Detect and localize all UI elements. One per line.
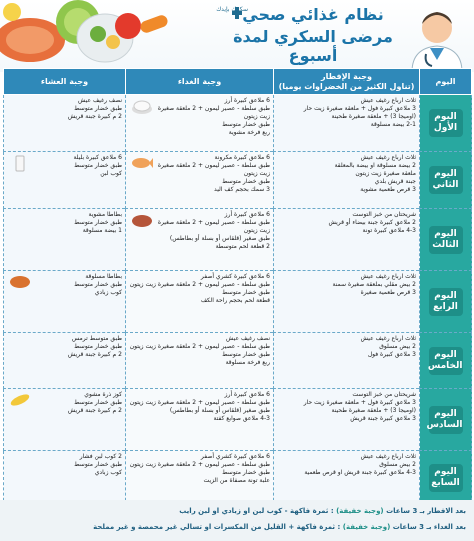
breakfast-cell: ثلاث ارباع رغيف عيش 2 بيضة مسلوقة او بيضة بالمعلقة ملعقة صغيرة زيت زيتون جبنة قريش بلدي 3 قرص طعمية مشوية [274,152,420,209]
header-banner [0,0,474,72]
lunch-cell: 6 ملاعق كبيرة أرز طبق سلطة - عصير ليمون + 2 ملعقة صغيرة زيت زيتون طبق صغير (قلقاس أو بسلة أو بطاطس) 2 قطعة لحم متوسطة [126,209,274,271]
dinner-cell: نصف رغيف عيش طبق خضار متوسط 2 م كبيرة جبنة قريش [4,95,126,152]
lunch-cell: 6 ملاعق كبيرة أرز طبق سلطة - عصير ليمون + 2 ملعقة صغيرة زيت زيتون طبق خضار متوسط ربع فرخة مشوية [126,95,274,152]
breakfast-cell: شريحتان من خبز التوست 3 ملاعق كبيرة فول + ملعقة صغيرة زيت حار (اوميجا 3) + ملعقة صغيرة طحينة 3 ملاعق كبيرة جبنة قريش [274,389,420,451]
dinner-cell: 6 ملاعق كبيرة بليلة طبق خضار متوسط كوب لبن [4,152,126,209]
day-label: اليوم الثالث [429,226,463,254]
breakfast-cell: ثلاث ارباع رغيف عيش 2 بيض مقلي بملعقة صغيرة سمنة 3 قرص طعمية صغيرة [274,271,420,333]
day-row [4,389,472,451]
fish-icon [131,154,153,172]
sweet-potato-icon [9,273,31,291]
header-lunch: وجبة الغداء [126,69,274,95]
dinner-cell: بطاطا مشوية طبق خضار متوسط 1 بيضة مسلوقة [4,209,126,271]
day-row [4,333,472,389]
dinner-cell: كوز ذرة مشوي طبق خضار متوسط 2 م كبيرة جبنة قريش [4,389,126,451]
breakfast-cell: ثلاث ارباع رغيف عيش 3 ملاعق كبيرة فول + ملعقة صغيرة زيت حار (اوميجا 3) + ملعقة صغيرة طحينة 2-1 بيضة مسلوقة [274,95,420,152]
day-row [4,209,472,271]
meat-icon [131,211,153,229]
lunch-cell: 6 ملاعق كبيرة مكرونة طبق سلطة - عصير ليمون + 2 ملعقة صغيرة زيت زيتون طبق خضار متوسط 3 سمك بحجم كف اليد [126,152,274,209]
day-label: اليوم السابع [429,464,463,492]
day-row [4,451,472,506]
rice-icon [131,97,153,115]
lunch-cell: نصف رغيف عيش طبق سلطة - عصير ليمون + 2 ملعقة صغيرة زيت زيتون طبق خضار متوسط ربع فرخة مسلوقة [126,333,274,389]
brand-name: سكرك بإيدك [216,6,248,13]
dinner-cell: 2 كوب لبن فشار طبق خضار متوسط كوب زبادي [4,451,126,506]
breakfast-cell: ثلاث ارباع رغيف عيش 2 بيض مسلوق 4-3 ملاعق كبيرة جبنة قريش او قرص طعمية [274,451,420,506]
day-row [4,152,472,209]
header-dinner: وجبة العشاء [4,69,126,95]
day-label: اليوم الخامس [429,347,463,375]
lunch-cell: 6 ملاعق كبيرة كشري أصفر طبق سلطة - عصير ليمون + 2 ملعقة صغيرة زيت زيتون طبق خضار متوسط علبة تونة مصفاة من الزيت [126,451,274,506]
day-label: اليوم السادس [429,406,463,434]
day-row [4,271,472,333]
day-label: اليوم الأول [429,109,463,137]
day-label: اليوم الرابع [429,288,463,316]
page-title: نظام غذائي صحي [242,5,384,24]
day-label: اليوم الثاني [429,166,463,194]
meal-plan-table [3,68,472,506]
header-breakfast: وجبة الإفطار (تناول الكثير من الخضراوات يوميا) [274,69,420,95]
breakfast-cell: شريحتان من خبز التوست 2 ملاعق كبيرة جبنة بيضاء أو قريش 4-3 ملاعق كبيرة تونة [274,209,420,271]
snack-note-2: بعد الغداء بـ 3 ساعات (وجبة خفيفة) : ثمرة فاكهة + القليل من المكسرات او تسالي غير محمصة و غير مملحة [93,523,466,531]
snack-notes [0,500,474,541]
lunch-cell: 6 ملاعق كبيرة أرز طبق سلطة - عصير ليمون + 2 ملعقة صغيرة زيت زيتون طبق صغير (قلقاس أو بسلة أو بطاطس) 4-3 ملاعق صوابع كفتة [126,389,274,451]
snack-note-1: بعد الافطار بـ 3 ساعات (وجبة خفيفة) : ثمرة فاكهة - كوب لبن او زبادي او لبن رايب [179,507,466,515]
food-illustration [0,0,185,70]
dinner-cell: طبق متوسط ترمس طبق خضار متوسط 2 م كبيرة جبنة قريش [4,333,126,389]
page-subtitle: مرضى السكري لمدة أسبوع [233,27,393,65]
dinner-cell: بطاطا مسلوقة طبق خضار متوسط كوب زبادي [4,271,126,333]
day-row [4,95,472,152]
lunch-cell: 6 ملاعق كبيرة كشري أصفر طبق سلطة - عصير ليمون + 2 ملعقة صغيرة زيت زيتون طبق خضار متوسط قطعة لحم بحجم راحة الكف [126,271,274,333]
doctor-illustration [402,0,472,72]
header-day: اليوم [420,69,472,95]
milk-glass-icon [9,154,31,172]
corn-icon [9,391,31,409]
breakfast-cell: ثلاث ارباع رغيف عيش 2 بيض مسلوق 3 ملاعق كبيرة فول [274,333,420,389]
